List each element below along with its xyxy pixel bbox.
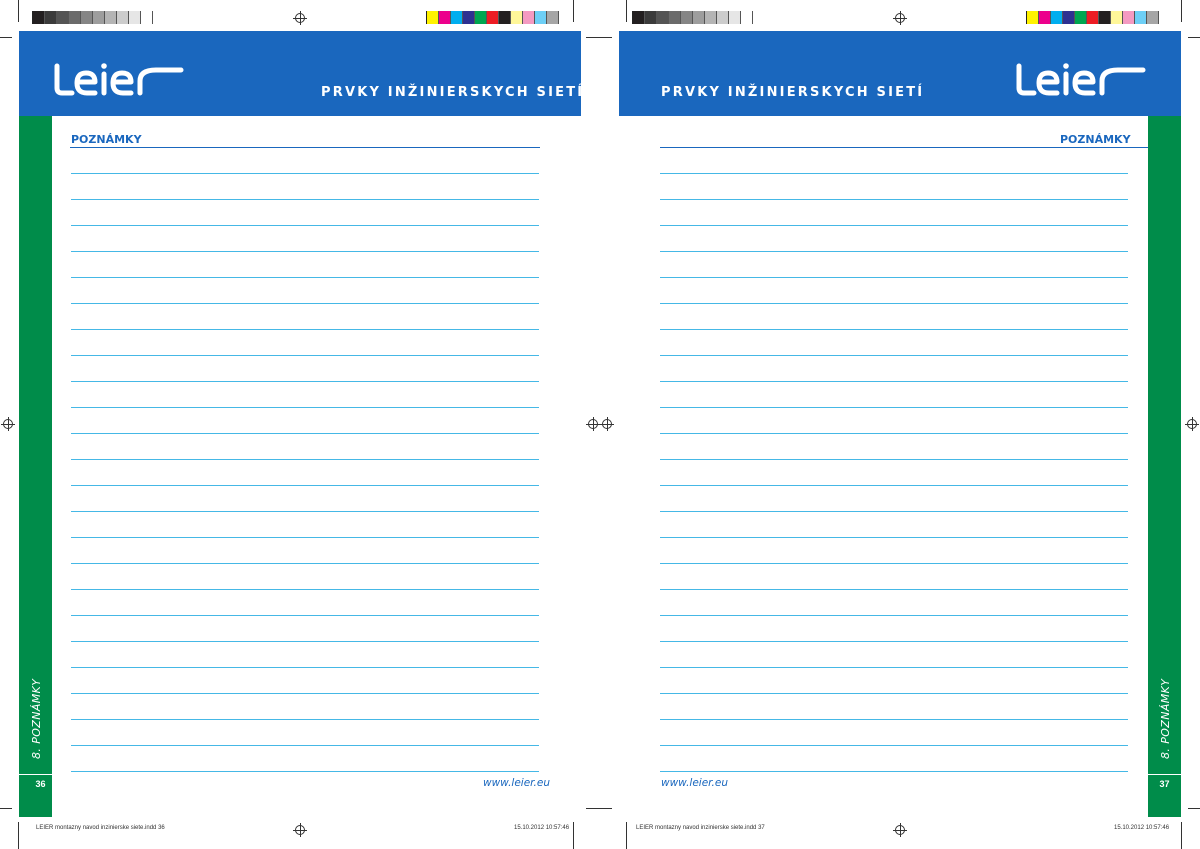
note-line	[71, 667, 539, 668]
note-line	[660, 563, 1128, 564]
color-swatch	[547, 11, 559, 24]
note-line	[71, 277, 539, 278]
color-swatch	[1099, 11, 1111, 24]
color-swatch	[729, 11, 741, 24]
note-line	[660, 771, 1128, 772]
note-line	[660, 537, 1128, 538]
note-line	[71, 329, 539, 330]
note-line	[71, 719, 539, 720]
crop-mark	[0, 37, 12, 38]
header-title: PRVKY INŽINIERSKYCH SIETÍ	[661, 85, 925, 100]
color-swatch	[669, 11, 681, 24]
note-line	[660, 615, 1128, 616]
color-swatch	[81, 11, 93, 24]
color-swatch	[463, 11, 475, 24]
color-swatch	[1147, 11, 1159, 24]
color-swatch	[487, 11, 499, 24]
registration-mark-icon	[295, 825, 305, 835]
note-line	[660, 381, 1128, 382]
note-line	[660, 303, 1128, 304]
color-swatch	[129, 11, 141, 24]
color-swatch	[117, 11, 129, 24]
crop-mark	[1181, 0, 1182, 22]
note-line	[71, 771, 539, 772]
note-line	[71, 511, 539, 512]
color-swatch	[535, 11, 547, 24]
chapter-label: 8. POZNÁMKY	[1159, 678, 1172, 759]
crop-mark	[18, 822, 19, 849]
crop-mark	[586, 37, 612, 38]
color-swatch	[93, 11, 105, 24]
slug-file: LEIER montazny navod inzinierske siete.indd 37	[636, 825, 765, 831]
color-swatch	[657, 11, 669, 24]
crop-mark	[1188, 37, 1200, 38]
notes-title-rule	[70, 147, 540, 148]
note-line	[71, 537, 539, 538]
color-swatch	[141, 11, 153, 24]
color-swatch	[717, 11, 729, 24]
gray-calibration-bar	[32, 11, 153, 24]
color-swatch	[1051, 11, 1063, 24]
note-line	[660, 225, 1128, 226]
note-line	[71, 615, 539, 616]
registration-mark-icon	[3, 419, 13, 429]
color-swatch	[1123, 11, 1135, 24]
color-swatch	[69, 11, 81, 24]
note-line	[660, 355, 1128, 356]
color-swatch	[1027, 11, 1039, 24]
note-line	[71, 225, 539, 226]
color-swatch	[741, 11, 753, 24]
note-line	[71, 641, 539, 642]
note-line	[71, 433, 539, 434]
note-line	[660, 407, 1128, 408]
note-line	[660, 719, 1128, 720]
color-swatch	[1087, 11, 1099, 24]
slug-date: 15.10.2012 10:57:46	[514, 825, 570, 831]
color-calibration-bar	[1026, 11, 1159, 24]
leier-logo	[1014, 62, 1146, 98]
color-swatch	[427, 11, 439, 24]
leier-logo	[52, 62, 184, 98]
color-swatch	[45, 11, 57, 24]
note-line	[71, 355, 539, 356]
registration-mark-icon	[602, 419, 612, 429]
crop-mark	[18, 0, 19, 22]
notes-title-rule	[660, 147, 1148, 148]
note-line	[660, 641, 1128, 642]
header-title: PRVKY INŽINIERSKYCH SIETÍ	[321, 85, 585, 100]
color-swatch	[511, 11, 523, 24]
color-swatch	[633, 11, 645, 24]
website-link[interactable]: www.leier.eu	[483, 777, 550, 789]
color-swatch	[1075, 11, 1087, 24]
note-line	[71, 589, 539, 590]
crop-mark	[1181, 822, 1182, 849]
color-swatch	[57, 11, 69, 24]
notes-title: POZNÁMKY	[1060, 133, 1131, 146]
note-line	[71, 459, 539, 460]
gray-calibration-bar	[632, 11, 753, 24]
crop-mark	[626, 0, 627, 22]
color-swatch	[105, 11, 117, 24]
crop-mark	[586, 808, 612, 809]
note-line	[660, 251, 1128, 252]
crop-mark	[573, 822, 574, 849]
color-swatch	[681, 11, 693, 24]
slug-file: LEIER montazny navod inzinierske siete.indd 36	[36, 825, 165, 831]
color-swatch	[1135, 11, 1147, 24]
note-line	[660, 173, 1128, 174]
registration-mark-icon	[895, 825, 905, 835]
color-swatch	[645, 11, 657, 24]
notes-title: POZNÁMKY	[71, 133, 142, 146]
note-line	[660, 511, 1128, 512]
note-line	[660, 433, 1128, 434]
note-line	[660, 745, 1128, 746]
registration-mark-icon	[295, 13, 305, 23]
color-swatch	[1111, 11, 1123, 24]
color-swatch	[1039, 11, 1051, 24]
color-swatch	[523, 11, 535, 24]
note-line	[71, 563, 539, 564]
color-swatch	[705, 11, 717, 24]
color-swatch	[33, 11, 45, 24]
registration-mark-icon	[1187, 419, 1197, 429]
note-line	[71, 485, 539, 486]
note-line	[660, 329, 1128, 330]
color-swatch	[451, 11, 463, 24]
registration-mark-icon	[588, 419, 598, 429]
note-line	[660, 589, 1128, 590]
website-link[interactable]: www.leier.eu	[661, 777, 728, 789]
color-swatch	[693, 11, 705, 24]
color-swatch	[499, 11, 511, 24]
note-line	[71, 693, 539, 694]
note-line	[660, 199, 1128, 200]
crop-mark	[0, 808, 12, 809]
note-line	[660, 277, 1128, 278]
registration-mark-icon	[895, 13, 905, 23]
page-number: 36	[35, 779, 46, 789]
crop-mark	[1188, 808, 1200, 809]
crop-mark	[626, 822, 627, 849]
note-line	[660, 667, 1128, 668]
note-line	[71, 303, 539, 304]
page-number: 37	[1159, 779, 1170, 789]
note-line	[71, 381, 539, 382]
note-line	[660, 485, 1128, 486]
crop-mark	[573, 0, 574, 22]
color-swatch	[1063, 11, 1075, 24]
color-calibration-bar	[426, 11, 559, 24]
note-line	[71, 407, 539, 408]
note-line	[71, 199, 539, 200]
note-line	[660, 459, 1128, 460]
color-swatch	[475, 11, 487, 24]
chapter-label: 8. POZNÁMKY	[30, 678, 43, 759]
note-line	[660, 693, 1128, 694]
note-line	[71, 173, 539, 174]
color-swatch	[439, 11, 451, 24]
slug-date: 15.10.2012 10:57:46	[1114, 825, 1170, 831]
note-line	[71, 745, 539, 746]
note-line	[71, 251, 539, 252]
